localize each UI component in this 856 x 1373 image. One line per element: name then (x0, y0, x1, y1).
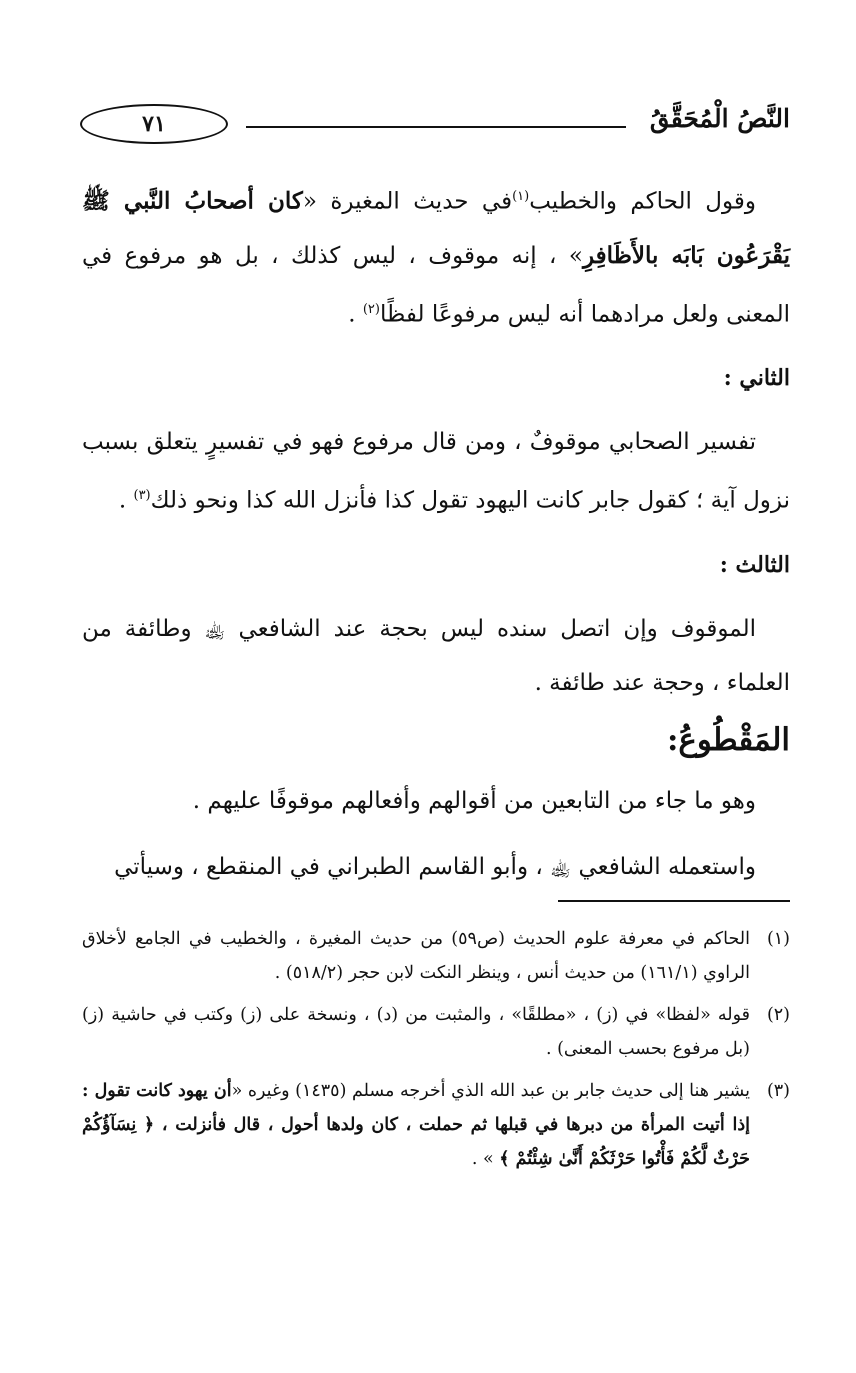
footnote-2 (82, 998, 790, 1066)
p2-text: تفسير الصحابي موقوفٌ ، ومن قال مرفوع فهو في تفسيرٍ يتعلق بسبب نزول آية ؛ كقول جابر كانت اليهود تقول كذا فأنزل الله كذا ونحو ذلك (82, 429, 790, 514)
page-number-text: ٧١ (142, 111, 166, 137)
paragraph-5: واستعمله الشافعي ﵀ ، وأبو القاسم الطبراني في المنقطع ، وسيأتي (114, 853, 756, 880)
footnote-text-end: » . (471, 1149, 500, 1169)
p1-text-a: وقول الحاكم والخطيب (529, 188, 756, 215)
page-number (80, 104, 228, 144)
page-header (80, 98, 790, 150)
paragraph-2 (82, 415, 790, 528)
p2-end: . (118, 487, 134, 514)
footnote-3 (82, 1074, 790, 1176)
footnote-separator (558, 900, 790, 902)
paragraph-3: الموقوف وإن اتصل سنده ليس بحجة عند الشافعي ﵀ وطائفة من العلماء ، وحجة عند طائفة . (82, 615, 790, 696)
footnote-number: (٢) (766, 1005, 790, 1025)
footnote-number: (١) (766, 929, 790, 949)
footnote-ref-1[interactable]: (١) (512, 189, 530, 204)
running-title: النَّصُ الْمُحَقَّقُ (649, 104, 790, 133)
p1-end: . (348, 301, 363, 328)
heading-maqtu: المَقْطُوعُ: (666, 721, 790, 758)
paragraph-4: وهو ما جاء من التابعين من أقوالهم وأفعالهم موقوفًا عليهم . (192, 787, 756, 814)
heading-third: الثالث : (719, 551, 790, 578)
p1-text-b: في حديث المغيرة « (302, 188, 513, 215)
heading-second: الثاني : (723, 365, 790, 392)
header-rule (246, 126, 626, 128)
p1-text-c: » ، إنه موقوف ، ليس كذلك ، بل هو مرفوع في المعنى ولعل مرادهما أنه ليس مرفوعًا لفظًا (82, 242, 790, 328)
p1-hadith-quote: كان أصحابُ النَّبي ﷺ يَقْرَعُون بَابَه بالأَظَافِرِ (82, 187, 790, 269)
footnote-text: الحاكم في معرفة علوم الحديث (ص٥٩) من حديث المغيرة ، والخطيب في الجامع لأخلاق الراوي (١٦١/١) من حديث أنس ، وينظر النكت لابن حجر (٥١٨/٢) . (82, 929, 750, 983)
main-text (82, 170, 790, 894)
spacer (82, 828, 790, 840)
footnote-text: قوله «لفظا» في (ز) ، «مطلقًا» ، والمثبت من (د) ، ونسخة على (ز) وكتب في حاشية (ز) (بل مرفوع بحسب المعنى) . (82, 1005, 750, 1059)
footnotes (82, 922, 790, 1184)
footnote-ref-2[interactable]: (٢) (362, 301, 380, 317)
footnote-number: (٣) (766, 1081, 790, 1101)
footnote-ref-3[interactable]: (٣) (133, 488, 151, 504)
footnote-hadith-quote: أن يهود كانت تقول : إذا أتيت المرأة من دبرها في قبلها ثم حملت ، كان ولدها أحول ، قال فأنزلت ، ﴿ نِسَآؤُكُمْ حَرْثٌ لَّكُمْ فَأْتُوا حَرْثَكُمْ أَنَّىٰ شِئْتُمْ ﴾ (82, 1081, 750, 1169)
paragraph-1 (82, 170, 790, 341)
footnote-text-a: يشير هنا إلى حديث جابر بن عبد الله الذي أخرجه مسلم (١٤٣٥) وغيره « (231, 1081, 750, 1101)
footnote-1 (82, 922, 790, 990)
